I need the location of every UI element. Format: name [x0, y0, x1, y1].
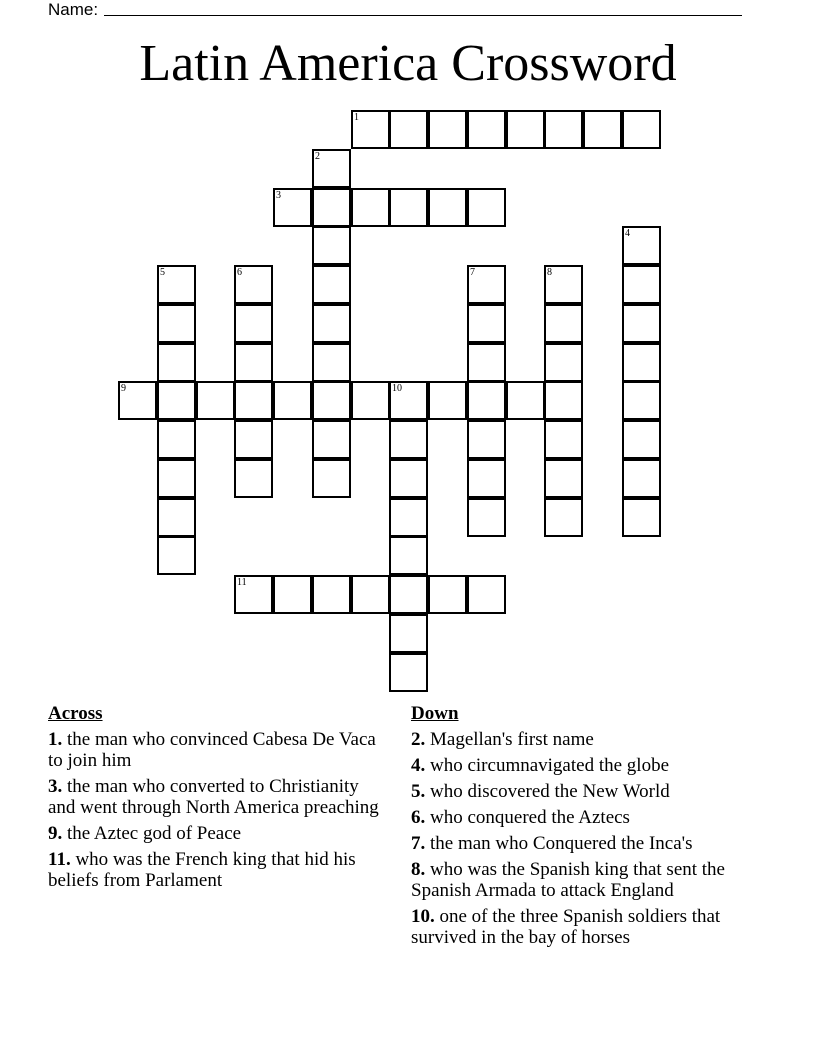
cell-number: 5 [160, 267, 165, 278]
grid-cell[interactable] [622, 110, 661, 149]
clue-number: 1. [48, 729, 63, 750]
clue-number: 4. [411, 755, 426, 776]
clue-number: 5. [411, 781, 426, 802]
clue-down-6 [411, 807, 771, 828]
page-title: Latin America Crossword [139, 35, 677, 92]
grid-cell[interactable] [544, 381, 583, 420]
clue-text: the man who Conquered the Inca's [425, 833, 693, 854]
grid-cell[interactable] [544, 459, 583, 498]
grid-cell[interactable] [312, 381, 351, 420]
grid-cell[interactable] [157, 343, 196, 382]
grid-cell[interactable] [389, 381, 428, 420]
grid-cell[interactable] [118, 381, 157, 420]
grid-cell[interactable] [273, 575, 312, 614]
clue-text: who discovered the New World [425, 781, 670, 802]
clue-down-10 [411, 906, 771, 948]
clue-down-5 [411, 781, 771, 802]
down-heading: Down [411, 703, 459, 724]
grid-cell[interactable] [234, 381, 273, 420]
down-clues [411, 703, 771, 953]
grid-cell[interactable] [157, 420, 196, 459]
grid-cell[interactable] [351, 575, 390, 614]
grid-cell[interactable] [467, 381, 506, 420]
grid-cell[interactable] [428, 575, 467, 614]
grid-cell[interactable] [622, 343, 661, 382]
grid-cell[interactable] [312, 188, 351, 227]
grid-cell[interactable] [544, 420, 583, 459]
grid-cell[interactable] [312, 575, 351, 614]
grid-cell[interactable] [273, 188, 312, 227]
grid-cell[interactable] [312, 149, 351, 188]
clue-across-3 [48, 776, 388, 818]
grid-cell[interactable] [544, 304, 583, 343]
grid-cell[interactable] [389, 420, 428, 459]
grid-cell[interactable] [389, 614, 428, 653]
grid-cell[interactable] [506, 110, 545, 149]
cell-number: 6 [237, 267, 242, 278]
grid-cell[interactable] [467, 420, 506, 459]
grid-cell[interactable] [312, 343, 351, 382]
grid-cell[interactable] [157, 536, 196, 575]
grid-cell[interactable] [312, 459, 351, 498]
grid-cell[interactable] [622, 498, 661, 537]
clue-down-2 [411, 729, 771, 750]
clue-down-7 [411, 833, 771, 854]
grid-cell[interactable] [234, 304, 273, 343]
clue-number: 3. [48, 776, 63, 797]
grid-cell[interactable] [389, 536, 428, 575]
grid-cell[interactable] [467, 459, 506, 498]
clue-down-4 [411, 755, 771, 776]
grid-cell[interactable] [467, 188, 506, 227]
clue-text: who was the French king that hid his beliefs from Parlament [48, 849, 356, 891]
grid-cell[interactable] [506, 381, 545, 420]
clue-across-9 [48, 823, 388, 844]
clue-across-1 [48, 729, 388, 771]
cell-number: 8 [547, 267, 552, 278]
grid-cell[interactable] [234, 459, 273, 498]
cell-number: 2 [315, 151, 320, 162]
grid-cell[interactable] [467, 304, 506, 343]
clue-text: who circumnavigated the globe [425, 755, 670, 776]
grid-cell[interactable] [389, 575, 428, 614]
grid-cell[interactable] [351, 381, 390, 420]
clue-text: who conquered the Aztecs [425, 807, 630, 828]
grid-cell[interactable] [389, 110, 428, 149]
clue-text: one of the three Spanish soldiers that survived in the bay of horses [411, 906, 721, 948]
clue-down-8 [411, 859, 771, 901]
clue-number: 2. [411, 729, 426, 750]
grid-cell[interactable] [467, 343, 506, 382]
cell-number: 9 [121, 383, 126, 394]
grid-cell[interactable] [389, 498, 428, 537]
grid-cell[interactable] [389, 188, 428, 227]
grid-cell[interactable] [351, 188, 390, 227]
clue-text: the Aztec god of Peace [62, 823, 242, 844]
grid-cell[interactable] [234, 420, 273, 459]
cell-number: 4 [625, 228, 630, 239]
grid-cell[interactable] [622, 420, 661, 459]
clue-across-11 [48, 849, 388, 891]
grid-cell[interactable] [157, 459, 196, 498]
grid-cell[interactable] [622, 226, 661, 265]
cell-number: 11 [237, 577, 247, 588]
clue-number: 11. [48, 849, 71, 870]
grid-cell[interactable] [544, 265, 583, 304]
cell-number: 7 [470, 267, 475, 278]
grid-cell[interactable] [351, 110, 390, 149]
grid-cell[interactable] [428, 381, 467, 420]
grid-cell[interactable] [312, 226, 351, 265]
grid-cell[interactable] [428, 110, 467, 149]
grid-cell[interactable] [467, 498, 506, 537]
grid-cell[interactable] [467, 110, 506, 149]
clue-text: Magellan's first name [425, 729, 594, 750]
cell-number: 3 [276, 190, 281, 201]
clue-number: 7. [411, 833, 426, 854]
grid-cell[interactable] [196, 381, 235, 420]
grid-cell[interactable] [157, 498, 196, 537]
grid-cell[interactable] [622, 459, 661, 498]
grid-cell[interactable] [544, 343, 583, 382]
clue-text: the man who converted to Christianity and went through North America preaching [48, 776, 379, 818]
grid-cell[interactable] [273, 381, 312, 420]
clue-number: 8. [411, 859, 426, 880]
grid-cell[interactable] [622, 265, 661, 304]
grid-cell[interactable] [312, 265, 351, 304]
grid-cell[interactable] [467, 575, 506, 614]
grid-cell[interactable] [312, 420, 351, 459]
clue-number: 10. [411, 906, 435, 927]
grid-cell[interactable] [234, 575, 273, 614]
grid-cell[interactable] [389, 653, 428, 692]
grid-cell[interactable] [544, 110, 583, 149]
grid-cell[interactable] [234, 265, 273, 304]
clue-number: 6. [411, 807, 426, 828]
grid-cell[interactable] [544, 498, 583, 537]
cell-number: 1 [354, 112, 359, 123]
grid-cell[interactable] [467, 265, 506, 304]
grid-cell[interactable] [583, 110, 622, 149]
grid-cell[interactable] [157, 381, 196, 420]
grid-cell[interactable] [622, 381, 661, 420]
grid-cell[interactable] [389, 459, 428, 498]
name-label: Name: [48, 0, 99, 19]
clue-number: 9. [48, 823, 63, 844]
cell-number: 10 [392, 383, 402, 394]
grid-cell[interactable] [234, 343, 273, 382]
grid-cell[interactable] [312, 304, 351, 343]
across-clues [48, 703, 388, 896]
clue-text: the man who convinced Cabesa De Vaca to join him [48, 729, 376, 771]
across-heading: Across [48, 703, 103, 724]
grid-cell[interactable] [157, 304, 196, 343]
grid-cell[interactable] [428, 188, 467, 227]
grid-cell[interactable] [157, 265, 196, 304]
grid-cell[interactable] [622, 304, 661, 343]
clue-text: who was the Spanish king that sent the Spanish Armada to attack England [411, 859, 725, 901]
